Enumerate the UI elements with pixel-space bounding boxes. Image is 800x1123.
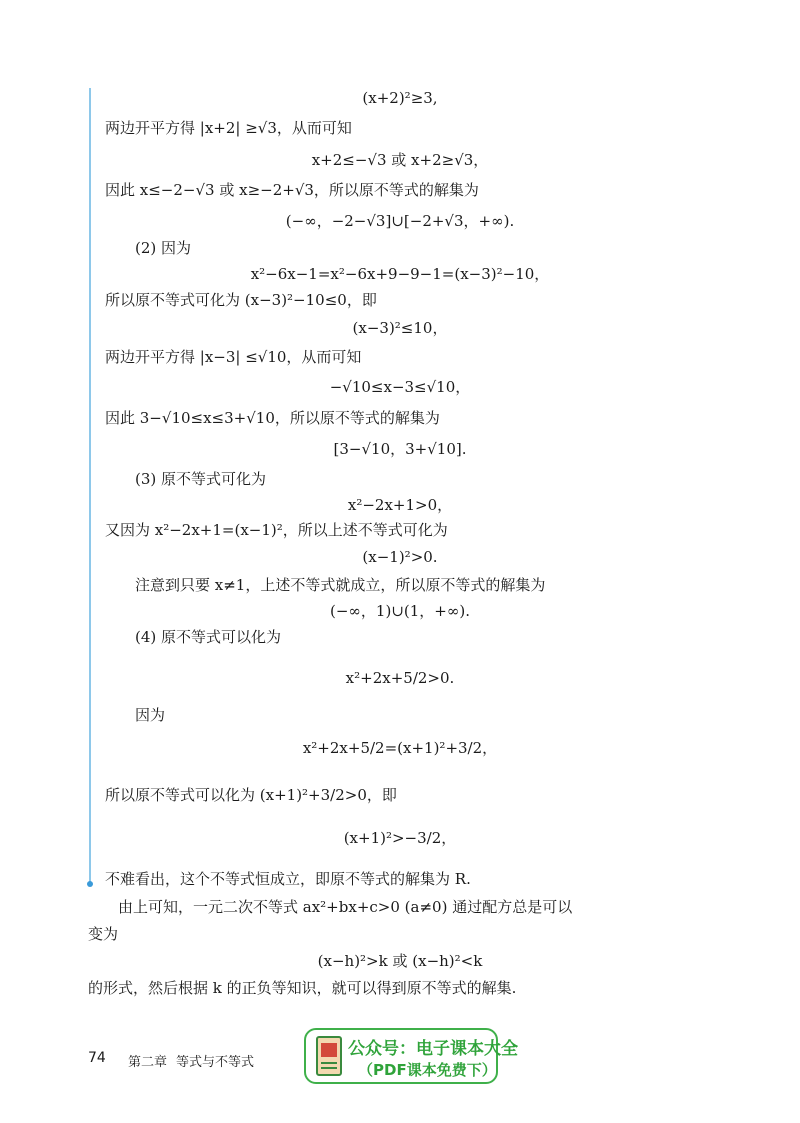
banner-line2: （PDF课本免费下） xyxy=(358,1061,497,1079)
formula-line: (x−1)²>0. xyxy=(362,548,438,566)
formula-line: −√10≤x−3≤√10， xyxy=(329,378,471,396)
chapter-label: 第二章 xyxy=(128,1055,168,1070)
watermark-banner xyxy=(304,1028,518,1084)
text-line: 所以原不等式可以化为 (x+1)²+3/2>0，即 xyxy=(105,786,397,804)
formula-line: (x−3)²≤10， xyxy=(352,319,448,337)
formula-line: [3−√10，3+√10]. xyxy=(333,440,467,458)
text-line: (3) 原不等式可化为 xyxy=(135,470,267,488)
text-line: 不难看出，这个不等式恒成立，即原不等式的解集为 R. xyxy=(105,870,471,888)
page-number: 74 xyxy=(88,1050,106,1066)
formula-line: x+2≤−√3 或 x+2≥√3， xyxy=(311,151,489,169)
book-icon xyxy=(316,1036,342,1076)
text-line: 两边开平方得 |x−3| ≤√10，从而可知 xyxy=(105,348,362,366)
text-line: 两边开平方得 |x+2| ≥√3，从而可知 xyxy=(105,119,352,137)
text-line: 由上可知，一元二次不等式 ax²+bx+c>0 (a≠0) 通过配方总是可以 xyxy=(118,898,573,916)
section-label: 等式与不等式 xyxy=(176,1055,255,1070)
formula-line: (−∞，−2−√3]∪[−2+√3，+∞). xyxy=(285,212,515,230)
margin-rule xyxy=(89,88,91,885)
formula-line: (−∞，1)∪(1，+∞). xyxy=(330,602,470,620)
formula-line: (x+2)²≥3, xyxy=(362,89,438,107)
text-line: (2) 因为 xyxy=(135,239,192,257)
formula-line: (x+1)²>−3/2， xyxy=(343,829,457,847)
text-line: (4) 原不等式可以化为 xyxy=(135,628,282,646)
formula-line: x²−2x+1>0， xyxy=(347,496,453,514)
text-line: 因此 x≤−2−√3 或 x≥−2+√3，所以原不等式的解集为 xyxy=(105,181,479,199)
formula-line: (x−h)²>k 或 (x−h)²<k xyxy=(317,952,483,970)
formula-line: x²−6x−1=x²−6x+9−9−1=(x−3)²−10， xyxy=(250,265,550,283)
text-line: 所以原不等式可化为 (x−3)²−10≤0，即 xyxy=(105,291,377,309)
text-line: 变为 xyxy=(88,925,119,943)
banner-line1: 公众号：电子课本大全 xyxy=(348,1039,518,1059)
formula-line: x²+2x+5/2>0. xyxy=(345,669,455,687)
text-line: 因此 3−√10≤x≤3+√10，所以原不等式的解集为 xyxy=(105,409,440,427)
margin-rule-dot xyxy=(87,881,93,887)
text-line: 的形式，然后根据 k 的正负等知识，就可以得到原不等式的解集. xyxy=(88,979,517,997)
text-line: 又因为 x²−2x+1=(x−1)²，所以上述不等式可化为 xyxy=(105,521,448,539)
formula-line: x²+2x+5/2=(x+1)²+3/2， xyxy=(302,739,498,757)
text-line: 注意到只要 x≠1，上述不等式就成立，所以原不等式的解集为 xyxy=(135,576,546,594)
text-line: 因为 xyxy=(135,706,166,724)
